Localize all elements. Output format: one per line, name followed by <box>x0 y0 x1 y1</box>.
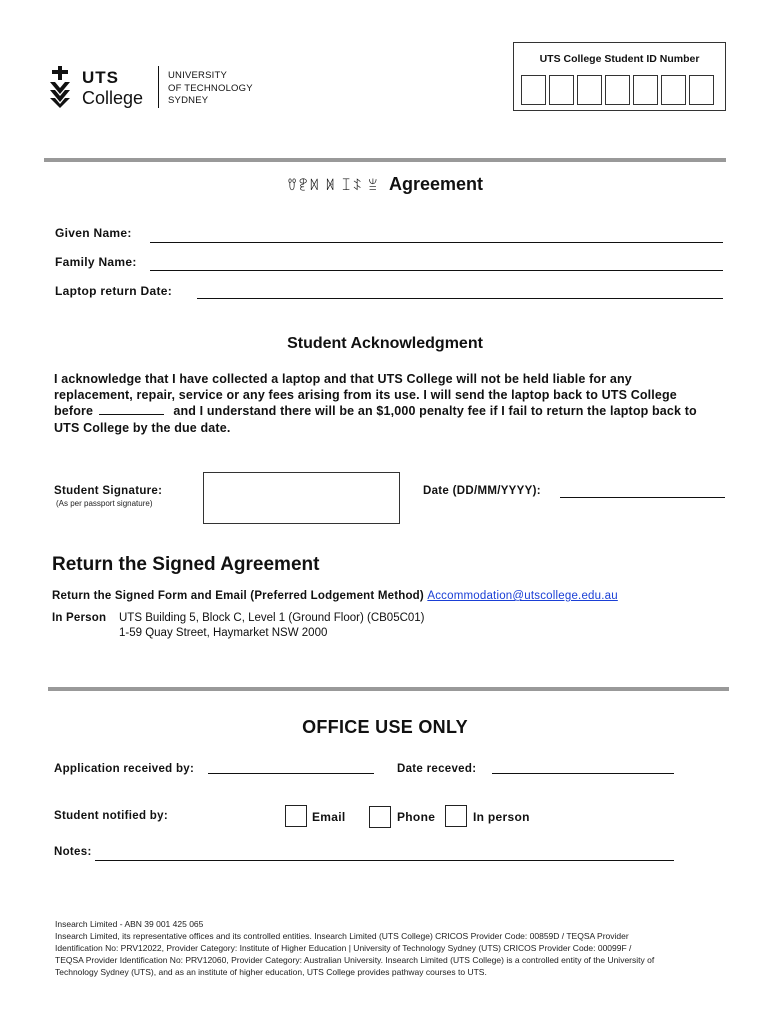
student-id-cell[interactable] <box>689 75 714 105</box>
header-divider <box>44 158 726 162</box>
in-person-option-label: In person <box>473 810 530 824</box>
signature-label: Student Signature: <box>54 485 163 497</box>
given-name-label: Given Name: <box>55 226 132 240</box>
university-name: UNIVERSITY OF TECHNOLOGY SYDNEY <box>168 70 253 106</box>
signature-note: (As per passport signature) <box>56 499 153 508</box>
logo-text-college: College <box>82 88 144 108</box>
date-received-underline[interactable] <box>492 773 674 774</box>
return-date-label: Laptop return Date: <box>55 284 173 298</box>
address-line-2: 1-59 Quay Street, Haymarket NSW 2000 <box>119 627 328 639</box>
student-id-cell[interactable] <box>661 75 686 105</box>
student-id-cell[interactable] <box>633 75 658 105</box>
given-name-underline <box>150 242 723 243</box>
return-email-label: Return the Signed Form and Email (Preferred Lodgement Method) <box>52 590 424 602</box>
email-option-label: Email <box>312 810 346 824</box>
notes-label: Notes: <box>54 846 92 858</box>
acknowledgment-text: I acknowledge that I have collected a laptop and that UTS College will not be held liable for any replacement, repair, service or any fees arising from its use. I will send the laptop back to UTS College before and I understand there will be an $1,000 penalty fee if I fail to return the laptop back to UTS College by the due date. <box>54 372 697 435</box>
student-id-cell[interactable] <box>577 75 602 105</box>
address-line-1: UTS Building 5, Block C, Level 1 (Ground Floor) (CB05C01) <box>119 612 425 624</box>
notes-underline[interactable] <box>95 860 674 861</box>
form-title <box>0 174 770 195</box>
office-heading: OFFICE USE ONLY <box>302 717 468 737</box>
student-id-cell[interactable] <box>605 75 630 105</box>
due-date-blank[interactable] <box>99 404 164 415</box>
in-person-checkbox[interactable] <box>445 805 467 827</box>
email-link[interactable]: Accommodation@utscollege.edu.au <box>427 590 618 602</box>
logo-text-uts: UTS <box>82 68 119 87</box>
address <box>119 611 425 641</box>
return-heading: Return the Signed Agreement <box>52 554 320 575</box>
footer-line-1: Insearch Limited - ABN 39 001 425 065 <box>55 919 204 929</box>
return-date-underline <box>197 298 723 299</box>
student-id-cell[interactable] <box>521 75 546 105</box>
office-divider <box>48 687 729 691</box>
title-text: Agreement <box>388 174 483 194</box>
footer-line-2: Insearch Limited, its representative offices and its controlled entities. Insearch Limited (UTS College) CRICOS Provider Code: 00859D / TEQSA Provider Identification No: PRV12022, Provider Category: Institute of Higher Education | University of Technology Sydney (UTS) CRICOS Provider Code: 00099F / TEQSA Provider Identification No: PRV12060, Provider Category: Australian University. Insearch Limited (UTS College) is a controlled entity of the University of Technology Sydney (UTS), and as an institute of higher education, UTS College provides pathway courses to UTS. <box>55 931 655 977</box>
date-received-label: Date receved: <box>397 763 477 775</box>
in-person-label: In Person <box>52 612 107 624</box>
footer-legal <box>55 918 655 978</box>
return-email-line <box>52 590 732 602</box>
acknowledgment-heading: Student Acknowledgment <box>287 335 483 352</box>
email-checkbox[interactable] <box>285 805 307 827</box>
logo-divider <box>158 66 159 108</box>
student-id-cells <box>521 75 714 105</box>
received-by-label: Application received by: <box>54 763 195 775</box>
notified-by-label: Student notified by: <box>54 810 168 822</box>
received-by-underline[interactable] <box>208 773 374 774</box>
student-id-cell[interactable] <box>549 75 574 105</box>
uts-college-logo-icon <box>47 66 73 108</box>
family-name-field[interactable] <box>153 255 723 271</box>
date-underline[interactable] <box>560 497 725 498</box>
phone-option-label: Phone <box>397 810 436 824</box>
given-name-field[interactable] <box>153 226 723 242</box>
date-label: Date (DD/MM/YYYY): <box>423 485 541 497</box>
signature-box[interactable] <box>203 472 400 524</box>
student-id-label: UTS College Student ID Number <box>539 53 700 65</box>
family-name-underline <box>150 270 723 271</box>
title-glyphs: ꀎꀏ꒿ ꁒ ꀤꁵ ꁈ <box>287 178 379 193</box>
phone-checkbox[interactable] <box>369 806 391 828</box>
student-id-box <box>513 42 726 111</box>
family-name-label: Family Name: <box>55 255 137 269</box>
